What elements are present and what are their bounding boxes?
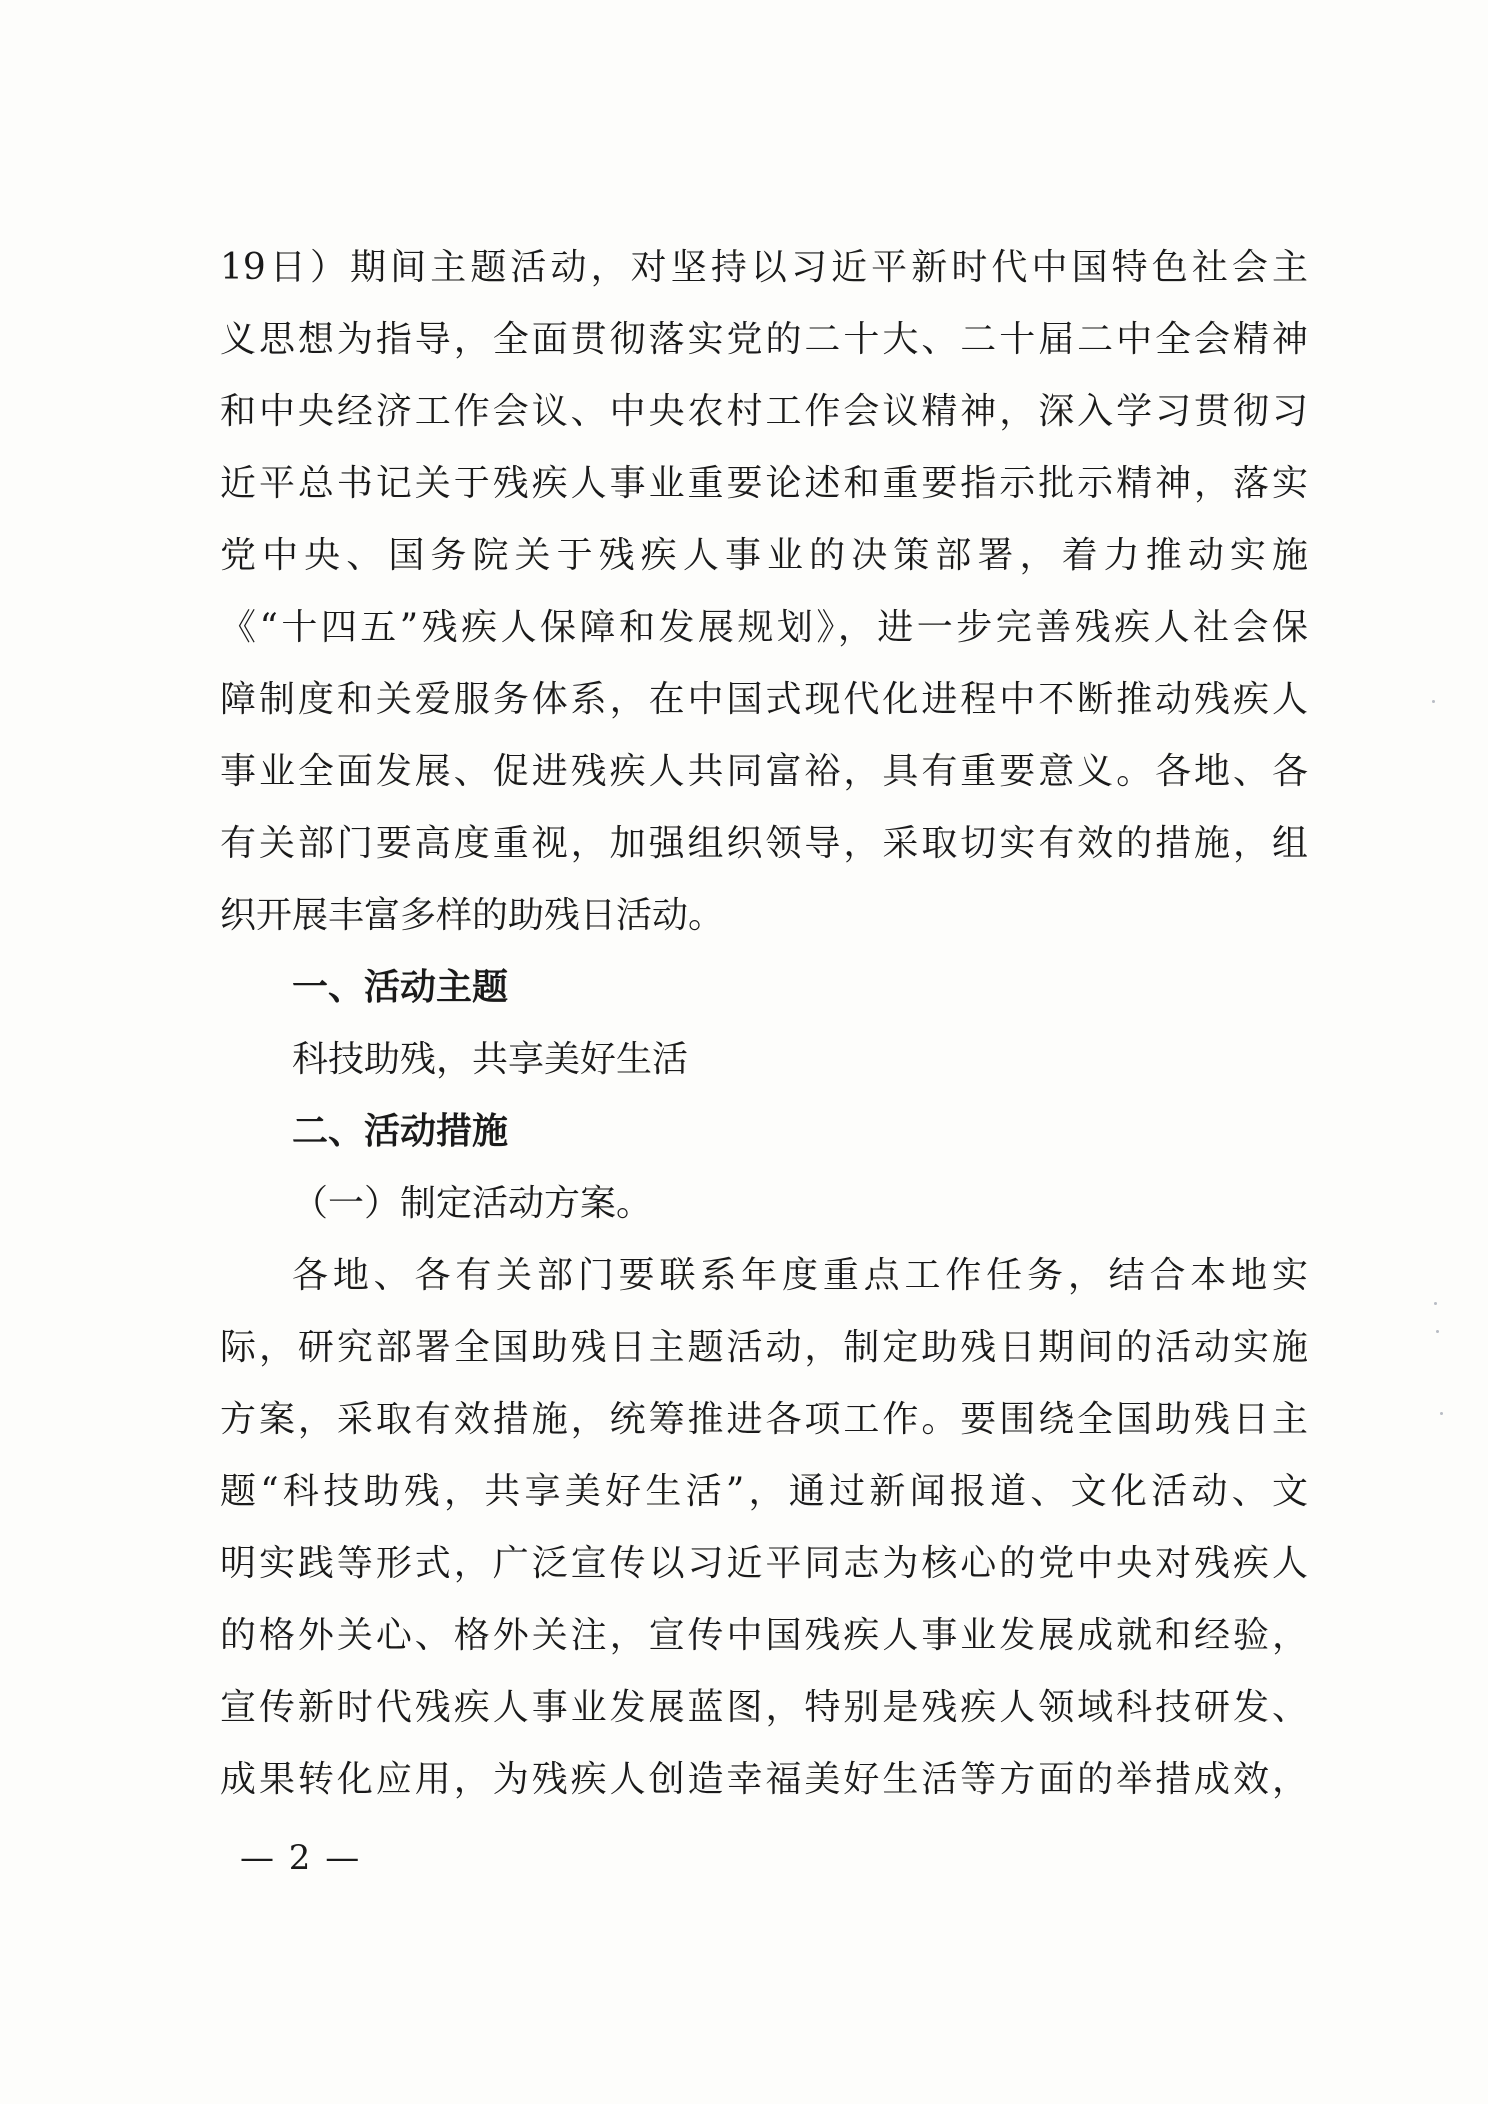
page-number: — 2 — <box>240 1838 362 1878</box>
paragraph-line: 宣传新时代残疾人事业发展蓝图，特别是残疾人领域科技研发、 <box>220 1687 1308 1728</box>
paragraph-line: 事业全面发展、促进残疾人共同富裕，具有重要意义。各地、各 <box>220 751 1308 792</box>
paragraph-line: 有关部门要高度重视，加强组织领导，采取切实有效的措施，组 <box>220 823 1308 864</box>
subsection-heading-plan: （一）制定活动方案。 <box>292 1183 653 1224</box>
section-heading-measures: 二、活动措施 <box>292 1111 509 1152</box>
paragraph-line: 的格外关心、格外关注，宣传中国残疾人事业发展成就和经验， <box>220 1615 1308 1656</box>
paragraph-line: 各地、各有关部门要联系年度重点工作任务，结合本地实 <box>292 1255 1308 1296</box>
paragraph-line: 方案，采取有效措施，统筹推进各项工作。要围绕全国助残日主 <box>220 1399 1308 1440</box>
paragraph-line: 成果转化应用，为残疾人创造幸福美好生活等方面的举措成效， <box>220 1759 1308 1800</box>
paragraph-line: 义思想为指导，全面贯彻落实党的二十大、二十届二中全会精神 <box>220 319 1308 360</box>
scan-speck <box>1434 1302 1437 1305</box>
scan-speck <box>1432 700 1435 703</box>
paragraph-line: 19日）期间主题活动，对坚持以习近平新时代中国特色社会主 <box>220 247 1308 288</box>
paragraph-line: 际，研究部署全国助残日主题活动，制定助残日期间的活动实施 <box>220 1327 1308 1368</box>
paragraph-1 <box>220 232 1308 952</box>
paragraph-2 <box>220 1240 1308 1816</box>
paragraph-line: 明实践等形式，广泛宣传以习近平同志为核心的党中央对残疾人 <box>220 1543 1308 1584</box>
paragraph-line: 近平总书记关于残疾人事业重要论述和重要指示批示精神，落实 <box>220 463 1308 504</box>
scan-speck <box>1440 1412 1443 1415</box>
paragraph-line: 题“科技助残，共享美好生活”，通过新闻报道、文化活动、文 <box>220 1471 1308 1512</box>
section-heading-theme: 一、活动主题 <box>292 967 509 1008</box>
scan-speck <box>1436 1330 1439 1333</box>
section-body-theme: 科技助残，共享美好生活 <box>292 1039 689 1080</box>
paragraph-line: 《“十四五”残疾人保障和发展规划》，进一步完善残疾人社会保 <box>220 607 1308 648</box>
paragraph-line: 党中央、国务院关于残疾人事业的决策部署，着力推动实施 <box>220 535 1308 576</box>
paragraph-line: 和中央经济工作会议、中央农村工作会议精神，深入学习贯彻习 <box>220 391 1308 432</box>
sections <box>220 952 1308 1240</box>
paragraph-line: 织开展丰富多样的助残日活动。 <box>220 895 725 936</box>
paragraph-line: 障制度和关爱服务体系，在中国式现代化进程中不断推动残疾人 <box>220 679 1308 720</box>
